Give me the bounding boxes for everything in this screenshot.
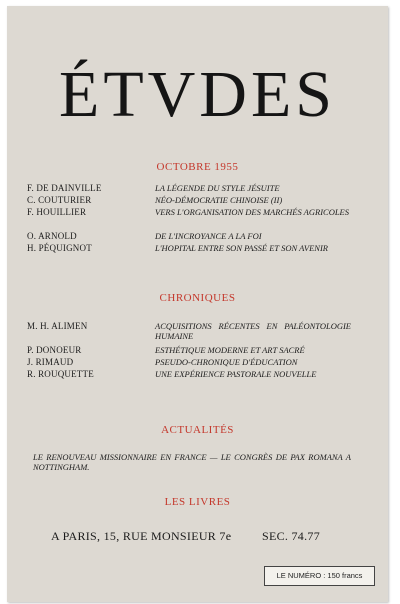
chronique-author: J. RIMAUD: [27, 357, 74, 367]
chronique-title: ACQUISITIONS RÉCENTES EN PALÉONTOLOGIE HUMAINE: [155, 321, 351, 341]
price-stamp: LE NUMÉRO : 150 francs: [264, 566, 375, 586]
article-author: C. COUTURIER: [27, 195, 92, 205]
livres-heading: LES LIVRES: [164, 496, 231, 508]
masthead-title: ÉTVDES: [59, 58, 336, 131]
actualites-text: LE RENOUVEAU MISSIONNAIRE EN FRANCE — LE CONGRÈS DE PAX ROMANA A NOTTINGHAM.: [33, 452, 351, 472]
article-title: LA LÉGENDE DU STYLE JÉSUITE: [155, 183, 280, 193]
article-author: F. HOUILLIER: [27, 207, 87, 217]
article-author: H. PÉQUIGNOT: [27, 243, 92, 253]
chronique-title: PSEUDO-CHRONIQUE D'ÉDUCATION: [155, 357, 298, 367]
chronique-author: M. H. ALIMEN: [27, 321, 88, 331]
chronique-author: R. ROUQUETTE: [27, 369, 94, 379]
publisher-address: A PARIS, 15, RUE MONSIEUR 7e: [51, 529, 232, 543]
article-author: F. DE DAINVILLE: [27, 183, 102, 193]
article-title: DE L'INCROYANCE A LA FOI: [155, 231, 262, 241]
chroniques-heading: CHRONIQUES: [159, 292, 236, 304]
chronique-title: ESTHÉTIQUE MODERNE ET ART SACRÉ: [155, 345, 305, 355]
actualites-heading: ACTUALITÉS: [161, 424, 234, 436]
article-title: L'HOPITAL ENTRE SON PASSÉ ET SON AVENIR: [155, 243, 328, 253]
article-author: O. ARNOLD: [27, 231, 77, 241]
chronique-title: UNE EXPÉRIENCE PASTORALE NOUVELLE: [155, 369, 317, 379]
issue-date: OCTOBRE 1955: [156, 161, 239, 173]
postal-code: SEC. 74.77: [262, 529, 321, 543]
magazine-cover: [7, 6, 388, 602]
chronique-author: P. DONOEUR: [27, 345, 82, 355]
article-title: VERS L'ORGANISATION DES MARCHÉS AGRICOLES: [155, 207, 349, 217]
article-title: NÉO-DÉMOCRATIE CHINOISE (II): [155, 195, 283, 205]
